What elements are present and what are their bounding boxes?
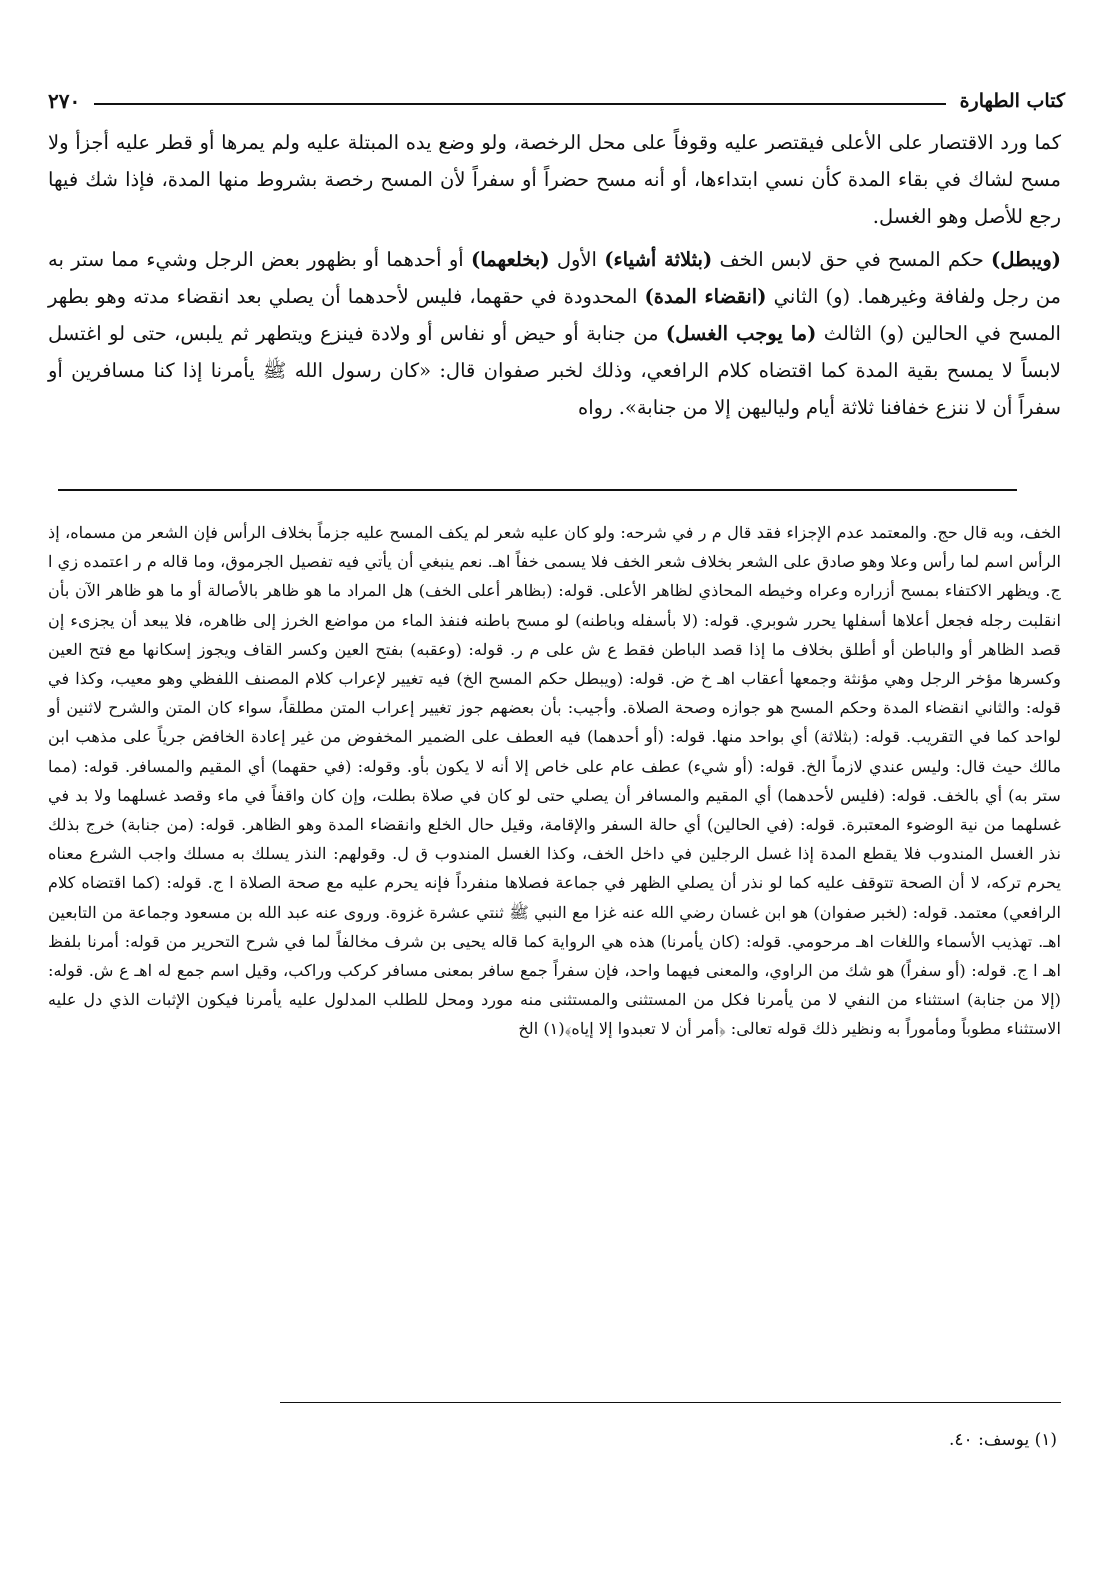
footnote: (١) يوسف: ٤٠. — [949, 1430, 1057, 1450]
chapter-title: كتاب الطهارة — [959, 90, 1065, 112]
text-span: الأول — [549, 248, 605, 271]
bold-term: (ويبطل) — [991, 248, 1061, 271]
bold-term: (بثلاثة أشياء) — [604, 248, 713, 271]
bold-term: (انقضاء المدة) — [644, 285, 767, 308]
header-rule — [94, 103, 945, 105]
bold-term: (بخلعهما) — [471, 248, 550, 271]
main-paragraph — [48, 241, 1061, 426]
commentary-paragraph: الخف، وبه قال حج. والمعتمد عدم الإجزاء فقد قال م ر في شرحه: ولو كان عليه شعر لم يكف المسح عليه جزماً بخلاف الرأس فإن الشعر من مسماه، إذ الرأس اسم لما رأس وعلا وهو صادق على الشعر بخلاف شعر الخف فلا يسمى خفاً اهـ. نعم ينبغي أن يأتي فيه تفصيل الجرموق، وما قاله م ر اعتمده زي ا ج. ويظهر الاكتفاء بمسح أزراره وعراه وخيطه المحاذي لظاهر الأعلى. قوله: (بظاهر أعلى الخف) هل المراد ما هو ظاهر بالأصالة أو ما هو ظاهر الآن بأن انقلبت رجله فجعل أعلاها أسفلها يحرر شوبري. قوله: (لا بأسفله وباطنه) لو مسح باطنه فنفذ الماء من مواضع الخرز إلى ظاهره، فلا يبعد أن يجزىء إن قصد الظاهر أو والباطن أو أطلق بخلاف ما إذا قصد الباطن فقط ع ش على م ر. قوله: (وعقبه) بفتح العين وكسر القاف ويجوز إسكانها مع فتح العين وكسرها مؤخر الرجل وهي مؤنثة وجمعها أعقاب اهـ خ ض. قوله: (ويبطل حكم المسح الخ) فيه تغيير لإعراب كلام المصنف اللفظي وهو معيب، وكذا في قوله: والثاني انقضاء المدة وحكم المسح هو جوازه وصحة الصلاة. وأجيب: بأن بعضهم جوز تغيير إعراب المتن مطلقاً، سواء كان المتن والشرح لاثنين أو لواحد كما في التقريب. قوله: (بثلاثة) أي بواحد منها. قوله: (أو أحدهما) فيه العطف على الضمير المخفوض من غير إعادة الخافض جرياً على مذهب ابن مالك حيث قال: وليس عندي لازماً الخ. قوله: (أو شيء) عطف عام على خاص إلا أنه لا يكون بأو. وقوله: (في حقهما) أي المقيم والمسافر. قوله: (مما ستر به) أي بالخف. قوله: (فليس لأحدهما) أي المقيم والمسافر أن يصلي حتى لو كان في صلاة بطلت، وإن كان واقفاً في ماء وقصد غسلهما ولا بد في غسلهما من نية الوضوء المعتبرة. قوله: (في الحالين) أي حالة السفر والإقامة، وقيل حال الخلع وانقضاء المدة وهو الظاهر. قوله: (من جنابة) خرج بذلك نذر الغسل المندوب فلا يقطع المدة إذا غسل الرجلين في داخل الخف، وكذا الغسل المندوب ق ل. وقولهم: النذر يسلك به مسلك واجب الشرع معناه يحرم تركه، لا أن الصحة تتوقف عليه كما لو نذر أن يصلي الظهر في جماعة فصلاها منفرداً فإنه يحرم عليه مع صحة الصلاة ا ج. قوله: (كما اقتضاه كلام الرافعي) معتمد. قوله: (لخبر صفوان) هو ابن غسان رضي الله عنه غزا مع النبي ﷺ ثنتي عشرة غزوة. وروى عنه عبد الله بن مسعود وجماعة من التابعين اهـ. تهذيب الأسماء واللغات اهـ مرحومي. قوله: (كان يأمرنا) هذه هي الرواية كما قاله يحيى بن شرف مخالفاً لما في شرح التحرير من قوله: أمرنا بلفظ اهـ ا ج. قوله: (أو سفراً) هو شك من الراوي، والمعنى فيهما واحد، فإن سفراً جمع سافر بمعنى مسافر كركب وراكب، وقيل اسم جمع له اهـ ع ش. قوله: (إلا من جنابة) استثناء من النفي لا من يأمرنا فكل من المستثنى والمستثنى منه مورد ومحل للطلب المدلول عليه يأمرنا فيكون الإثبات الذي دل عليه الاستثناء مطوباً ومأموراً به ونظير ذلك قوله تعالى: ﴿أمر أن لا تعبدوا إلا إياه﴾(١) الخ — [48, 523, 1061, 1039]
separator-rule — [58, 489, 1017, 491]
commentary — [48, 518, 1061, 1044]
main-text — [48, 124, 1061, 432]
footnote-rule — [280, 1402, 1061, 1403]
text-span: حكم المسح في حق لابس الخف — [712, 248, 992, 271]
bold-term: (ما يوجب الغسل) — [665, 322, 817, 345]
main-paragraph: كما ورد الاقتصار على الأعلى فيقتصر عليه وقوفاً على محل الرخصة، ولو وضع يده المبتلة عليه ولم يمرها أو قطر عليه أجزأ ولا مسح لشاك في بقاء المدة كأن نسي ابتداءها، أو أنه مسح حضراً أو سفراً لأن المسح رخصة بشروط منها المدة، فإذا شك فيها رجع للأصل وهو الغسل. — [48, 131, 1061, 228]
page-number: ٢٧٠ — [48, 89, 81, 113]
running-header — [48, 84, 1065, 118]
text-span: من جنابة أو حيض أو نفاس أو ولادة فينزع ويتطهر ثم يلبس، حتى لو اغتسل لابساً لا يمسح بقية المدة كما اقتضاه كلام الرافعي، وذلك لخبر صفوان قال: «كان رسول الله ﷺ يأمرنا إذا كنا مسافرين أو سفراً أن لا ننزع خفافنا ثلاثة أيام ولياليهن إلا من جنابة». رواه — [48, 322, 1061, 419]
text-span: المحدودة في حقهما، فليس لأحدهما أن يصلي بعد انقضاء مدته وهو بطهر المسح في الحالين (و) الثالث — [48, 285, 1061, 345]
text-span: أو أحدهما أو بظهور بعض الرجل وشيء مما ستر به من رجل ولفافة وغيرهما. (و) الثاني — [48, 248, 1061, 308]
